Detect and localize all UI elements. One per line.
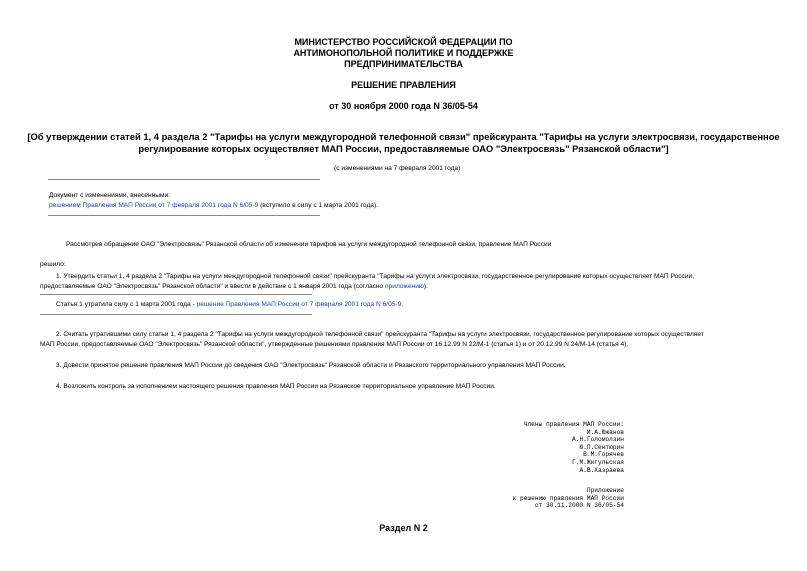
decided-label: решило: [40, 261, 66, 268]
divider [40, 314, 312, 315]
item-1-line-2 [40, 282, 428, 292]
item-1-line-2-prefix: предоставляемые ОАО "Электросвязь" Рязанской области" и ввести в действие с 1 января 2001 года (согласно [40, 283, 386, 290]
appendix-link[interactable]: приложению [385, 283, 424, 290]
item-1-line-1: 1. Утвердить статьи 1, 4 раздела 2 "Тарифы на услуги междугородной телефонной связи" прейскуранта "Тарифы на услуги электросвязи, государственное регулирование которых осуществляет МАП России, [56, 273, 695, 280]
item-1-note [56, 300, 403, 310]
signature-name: Г.М.Жигульская [572, 458, 624, 466]
item-1-note-suffix: . [401, 301, 404, 308]
document-type: РЕШЕНИЕ ПРАВЛЕНИЯ [351, 80, 456, 90]
signature-name: А.Н.Голомолзин [572, 436, 624, 444]
signatures-heading: Члены правления МАП России: [523, 421, 624, 428]
signature-name: И.А.Южанов [586, 428, 624, 436]
preamble-text: Рассмотрев обращение ОАО "Электросвязь" Рязанской области об изменении тарифов на услуги междугородной телефонной связи, правление МАП России [66, 241, 552, 248]
signature-name: А.В.Хазраева [579, 466, 624, 474]
amendment-line [49, 201, 378, 210]
item-2-line-1: 2. Считать утратившими силу статьи 1, 4 раздела 2 "Тарифы на услуги междугородной телефонной связи" прейскуранта "Тарифы на услуги электросвязи, государственное регулирование которых осуществляет [56, 331, 704, 338]
ministry-name-line-3: ПРЕДПРИНИМАТЕЛЬСТВА [344, 59, 463, 69]
appendix-ref-line-2: к решению правления МАП России [512, 494, 624, 502]
amendment-suffix: (вступило в силу с 1 марта 2001 года). [258, 202, 378, 209]
section-heading: Раздел N 2 [379, 523, 428, 533]
item-3: 3. Довести принятое решение правления МАП России до сведения ОАО "Электросвязь" Рязанской области и Рязанского территориального управления МАП России. [56, 362, 566, 369]
amendment-heading: Документ с изменениями, внесенными: [49, 192, 171, 199]
signature-name: В.М.Горячев [583, 451, 624, 459]
ministry-name-line-2: АНТИМОНОПОЛЬНОЙ ПОЛИТИКЕ И ПОДДЕРЖКЕ [293, 48, 514, 58]
appendix-ref-line-1: Приложение [586, 487, 624, 494]
signature-name: Ю.П.Сентюрин [579, 443, 624, 451]
item-2-line-2: МАП России, предоставляемые ОАО "Электросвязь" Рязанской области", утвержденные решениями правления МАП России от 16.12.99 N 22/М-1 (статья 1) и от 20.12.99 N 24/М-14 (статья 4). [40, 341, 629, 348]
signatures-block [404, 421, 624, 474]
item-4: 4. Возложить контроль за исполнением настоящего решения правления МАП России на Рязанское территориальное управление МАП России. [56, 383, 496, 390]
amendment-link[interactable]: решением Правления МАП России от 7 февраля 2001 года N 6/05-9 [49, 202, 259, 209]
changes-note: (с изменениями на 7 февраля 2001 года) [334, 165, 461, 172]
item-1-note-link[interactable]: решение Правления МАП России от 7 февраля 2001 года N 6/05-9 [196, 301, 402, 308]
document-title-line-2: регулирование которых осуществляет МАП России, предоставляемые ОАО "Электросвязь" Рязанской области"] [138, 143, 669, 154]
divider [48, 179, 320, 180]
item-1-line-2-suffix: ). [423, 283, 428, 290]
item-1-note-prefix: Статья 1 утратила силу с 1 марта 2001 года - [56, 301, 197, 308]
ministry-name-line-1: МИНИСТЕРСТВО РОССИЙСКОЙ ФЕДЕРАЦИИ ПО [294, 37, 513, 47]
appendix-ref-line-3: от 30.11.2000 N 36/05-54 [534, 502, 624, 510]
document-date: от 30 ноября 2000 года N 36/05-54 [329, 101, 478, 111]
divider [40, 294, 312, 295]
divider [48, 215, 320, 216]
appendix-reference [404, 487, 624, 510]
document-title-line-1: [Об утверждении статей 1, 4 раздела 2 "Тарифы на услуги междугородной телефонной связи" прейскуранта "Тарифы на услуги электросвязи, государственное [27, 131, 780, 142]
